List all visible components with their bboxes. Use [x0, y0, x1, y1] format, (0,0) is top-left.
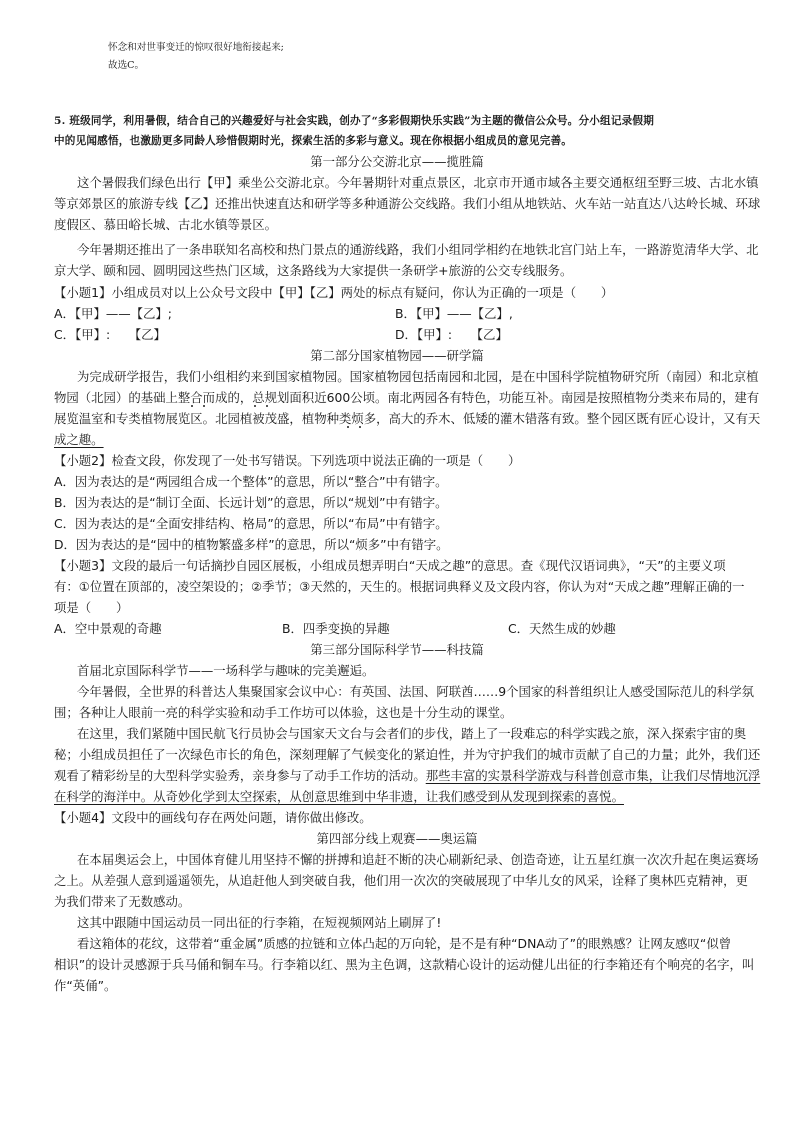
paragraph-line: 之上。从差强人意到遥遥领先，从追赶他人到突破自我，他们用一次次的突破展现了中华儿女的风采，诠释了奥林匹克精神，更	[54, 873, 748, 888]
paragraph-line: 这个暑假我们绿色出行【甲】乘坐公交游北京。今年暑期针对重点景区，北京市开通市域各主要交通枢纽至野三坡、古北水镇	[77, 175, 759, 190]
paragraph-line: 等京郊景区的旅游专线【乙】还推出快速直达和研学等多种通游公交线路。我们小组从地铁站、火车站一站直达八达岭长城、环球	[54, 196, 761, 211]
paragraph-line: 作“英俑”。	[54, 978, 117, 993]
paragraph-line: 京大学、颐和园、圆明园这些热门区域，这条路线为大家提供一条研学+旅游的公交专线服务。	[54, 263, 573, 278]
paragraph-line: 在本届奥运会上，中国体育健儿用坚持不懈的拼搏和追赶不断的决心刷新纪录、创造奇迹，让五星红旗一次次升起在奥运赛场	[77, 852, 759, 867]
answer-choice-line: 故选C。	[108, 60, 145, 71]
paragraph-line: 度假区、慕田峪长城、古北水镇等景区。	[54, 217, 278, 232]
question-3-stem: 【小题3】文段的最后一句话摘抄自园区展板，小组成员想弄明白“天成之趣”的意思。查《现代汉语词典》，“天”的主要义项	[54, 558, 726, 573]
plain-text: 观看了精彩纷呈的大型科学实验秀，亲身参与了动手工作坊的活动。	[54, 768, 426, 783]
question-2-stem: 【小题2】检查文段，你发现了一处书写错误。下列选项中说法正确的一项是（ ）	[54, 453, 521, 468]
option-d[interactable]: D．【甲】: 【乙】	[395, 327, 508, 342]
option-c[interactable]: C．【甲】: 【乙】	[54, 327, 166, 342]
paragraph-line: 这其中跟随中国运动员一同出征的行李箱，在短视频网站上刷屏了!	[77, 915, 442, 930]
question-4-stem: 【小题4】文段中的画线句存在两处问题，请你做出修改。	[54, 810, 372, 825]
paragraph-line: 在这里，我们紧随中国民航飞行员协会与国家天文台与会者们的步伐，踏上了一段难忘的科学实践之旅，深入探索宇宙的奥	[77, 726, 747, 741]
option-d[interactable]: D．因为表达的是“园中的植物繁盛多样”的意思，所以“烦多”中有错字。	[54, 537, 449, 552]
section-title-part1: 第一部分公交游北京——揽胜篇	[310, 154, 484, 169]
option-a[interactable]: A．空中景观的奇趣	[54, 621, 162, 636]
paragraph-line: 相识”的设计灵感源于兵马俑和铜车马。行李箱以红、黑为主色调，这款精心设计的运动健儿出征的行李箱还有个响亮的名字，叫	[54, 957, 755, 972]
option-b[interactable]: B．四季变换的异趣	[282, 621, 390, 636]
section-title-part4: 第四部分线上观赛——奥运篇	[316, 831, 478, 846]
paragraph-line: 今年暑期还推出了一条串联知名高校和热门景点的通游线路，我们小组同学相约在地铁北宫门站上车，一路游览清华大学、北	[77, 242, 759, 257]
question-intro-line: 5. 班级同学，利用暑假，结合自己的兴趣爱好与社会实践，创办了“多彩假期快乐实践”为主题的微信公众号。分小组记录假期	[54, 115, 654, 127]
paragraph-line: 展览温室和专类植物展览区。北园植被茂盛，植物种类烦多，高大的乔木、低矮的灌木错落有致。整个园区既有匠心设计，又有天	[54, 411, 761, 426]
option-b[interactable]: B．【甲】——【乙】,	[395, 306, 513, 321]
question-1-stem: 【小题1】小组成员对以上公众号文段中【甲】【乙】两处的标点有疑问，你认为正确的一项是（ ）	[54, 285, 614, 300]
section-title-part3: 第三部分国际科学节——科技篇	[310, 642, 484, 657]
option-c[interactable]: C．天然生成的妙趣	[508, 621, 616, 636]
option-a[interactable]: A．因为表达的是“两园组合成一个整体”的意思，所以“整合”中有错字。	[54, 474, 448, 489]
underlined-sentence: 那些丰富的实景科学游戏与科普创意市集，让我们尽情地沉浮	[425, 768, 761, 783]
paragraph-line: 看这箱体的花纹，这带着“重金属”质感的拉链和立体凸起的万向轮，是不是有种“DNA动了”的眼熟感？让网友感叹“似曾	[77, 936, 732, 951]
section-title-part2: 第二部分国家植物园——研学篇	[310, 348, 484, 363]
paragraph-line: 围；各种让人眼前一亮的科学实验和动手工作坊可以体验，这也是十分生动的课堂。	[54, 705, 513, 720]
underlined-sentence: 在科学的海洋中。从奇妙化学到太空探索，从创意思维到中华非遗，让我们感受到从发现到探索的喜悦。	[54, 789, 624, 804]
paragraph-line: 成之趣。	[54, 432, 104, 447]
question-3-stem: 项是（ ）	[54, 600, 129, 615]
question-3-stem: 有：①位置在顶部的，凌空架设的；②季节；③天然的，天生的。根据词典释义及文段内容，你认为对“天成之趣”理解正确的一	[54, 579, 745, 594]
paragraph-line: 为完成研学报告，我们小组相约来到国家植物园。国家植物园包括南园和北园，是在中国科学院植物研究所（南园）和北京植	[77, 369, 759, 384]
paragraph-line: 物园（北园）的基础上整合而成的，总规划面积近600公顷。南北两园各有特色，功能互补。南园是按照植物分类来布局的，建有	[54, 390, 760, 405]
option-c[interactable]: C．因为表达的是“全面安排结构、格局”的意思，所以“布局”中有错字。	[54, 516, 448, 531]
paragraph-line: 为我们带来了无数感动。	[54, 894, 191, 909]
option-b[interactable]: B．因为表达的是“制订全面、长远计划”的意思，所以“规划”中有错字。	[54, 495, 448, 510]
paragraph-line: 今年暑假，全世界的科普达人集聚国家会议中心：有英国、法国、阿联酋……9个国家的科普组织让人感受国际范儿的科学氛	[77, 684, 754, 699]
option-a[interactable]: A．【甲】——【乙】;	[54, 306, 172, 321]
paragraph-line: 首届北京国际科学节——一场科学与趣味的完美邂逅。	[77, 663, 375, 678]
answer-note-line: 怀念和对世事变迁的惊叹很好地衔接起来;	[108, 42, 284, 53]
question-intro-line: 中的见闻感悟，也激励更多同龄人珍惜假期时光，探索生活的多彩与意义。现在你根据小组成员的意见完善。	[54, 135, 573, 147]
paragraph-line	[54, 766, 760, 786]
paragraph-line: 秘；小组成员担任了一次绿色市长的角色，深刻理解了气候变化的紧迫性，并为守护我们的城市贡献了自己的力量；此外，我们还	[54, 747, 761, 762]
